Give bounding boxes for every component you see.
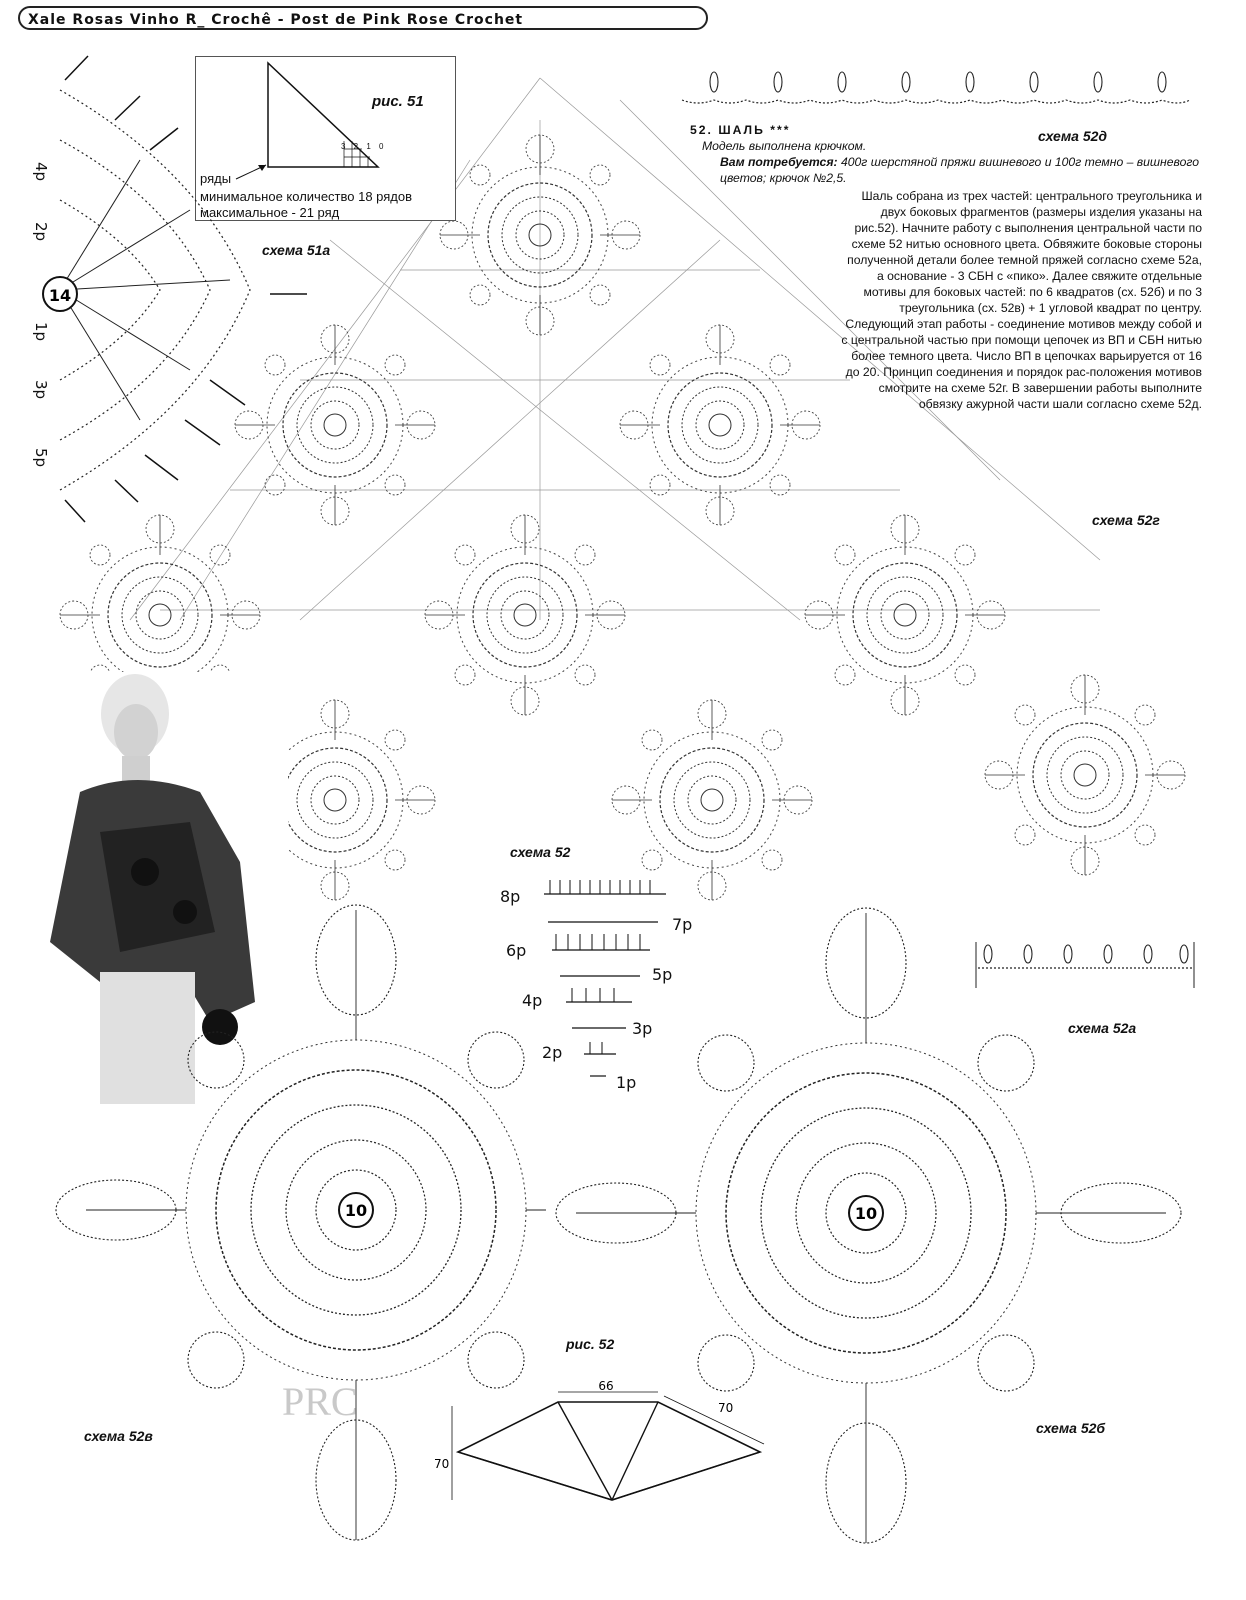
schema-52v-label: схема 52в [84,1428,153,1444]
schema-52-row-5: 5р [652,965,673,984]
article-text [690,122,1202,412]
schema-52g-label: схема 52г [1092,512,1160,528]
rows-label: ряды [200,171,232,186]
schema-52d-label: схема 52д [1038,128,1108,144]
schema-51a-row-4: 4р [32,162,50,182]
schema-52-row-7: 7р [672,915,693,934]
schema-52-label: схема 52 [510,844,571,860]
min-rows-text: минимальное количество 18 рядов [200,189,413,204]
figure-51-numbers: 3 2 1 0 [341,142,387,151]
max-rows-text: максимальное - 21 ряд [200,205,340,220]
dim-top: 66 [598,1379,614,1393]
schema-51a-row-3: 3р [32,380,50,400]
schema-51a-row-5: 5р [32,448,50,468]
article-heading: 52. ШАЛЬ *** [690,123,791,137]
article-body: Шаль собрана из трех частей: центрального треугольника и двух боковых фрагментов (размеры изделия указаны на рис.52). Начните работу с выполнения центральной части по схеме 52 нитью основного цвета. Обвяжите боковые стороны полученной детали более темной пряжей согласно схеме 52а, а основание - 3 СБН с «пико». Далее свяжите отдельные мотивы для боковых частей: по 6 квадратов (сх. 52б) и по 3 треугольника (сх. 52в) + 1 угловой квадрат по центру. Следующий этап работы - соединение мотивов между собой и с центральной частью при помощи цепочек из ВП и СБН нитью более темного цвета. Число ВП в цепочках варьируется от 16 до 20. Принцип соединения и порядок рас-положения мотивов смотрите на схеме 52г. В завершении работы выполните обвязку ажурной части шали согласно схеме 52д. [841,189,1202,411]
schema-52b-center-number: 10 [854,1204,878,1223]
schema-52-row-2: 2р [542,1043,563,1062]
schema-51a-diagram [20,50,310,530]
schema-52-row-1: 1р [616,1073,637,1092]
schema-52a-label: схема 52а [1068,1020,1137,1036]
watermark: PRC [282,1379,358,1424]
schema-51a-row-1: 1р [32,322,50,342]
schema-51a-row-2: 2р [32,222,50,242]
article-needs-label: Вам потребуется: [720,155,838,169]
schema-52-row-4: 4р [522,991,543,1010]
page-title: Xale Rosas Vinho R_ Crochê - Post de Pink Rose Crochet [18,6,708,30]
figure-52-dimensions [430,1380,790,1540]
figure-51-caption: рис. 51 [372,93,424,110]
figure-52-caption: рис. 52 [566,1336,615,1352]
schema-52-row-6: 6р [506,941,527,960]
schema-52v-center-number: 10 [344,1201,368,1220]
article-model: Модель выполнена крючком. [702,139,867,153]
schema-51a-label: схема 51а [262,242,331,258]
dim-side: 70 [718,1401,734,1415]
schema-52b-label: схема 52б [1036,1420,1106,1436]
article-needs-text: 400г шерстяной пряжи вишневого и 100г темно – вишневого цветов; крючок №2,5. [720,155,1200,185]
schema-51a-center-number: 14 [48,286,72,305]
dim-left: 70 [434,1457,450,1471]
schema-52-row-8: 8р [500,887,521,906]
schema-52-row-3: 3р [632,1019,653,1038]
schema-52d-diagram [678,66,1196,112]
